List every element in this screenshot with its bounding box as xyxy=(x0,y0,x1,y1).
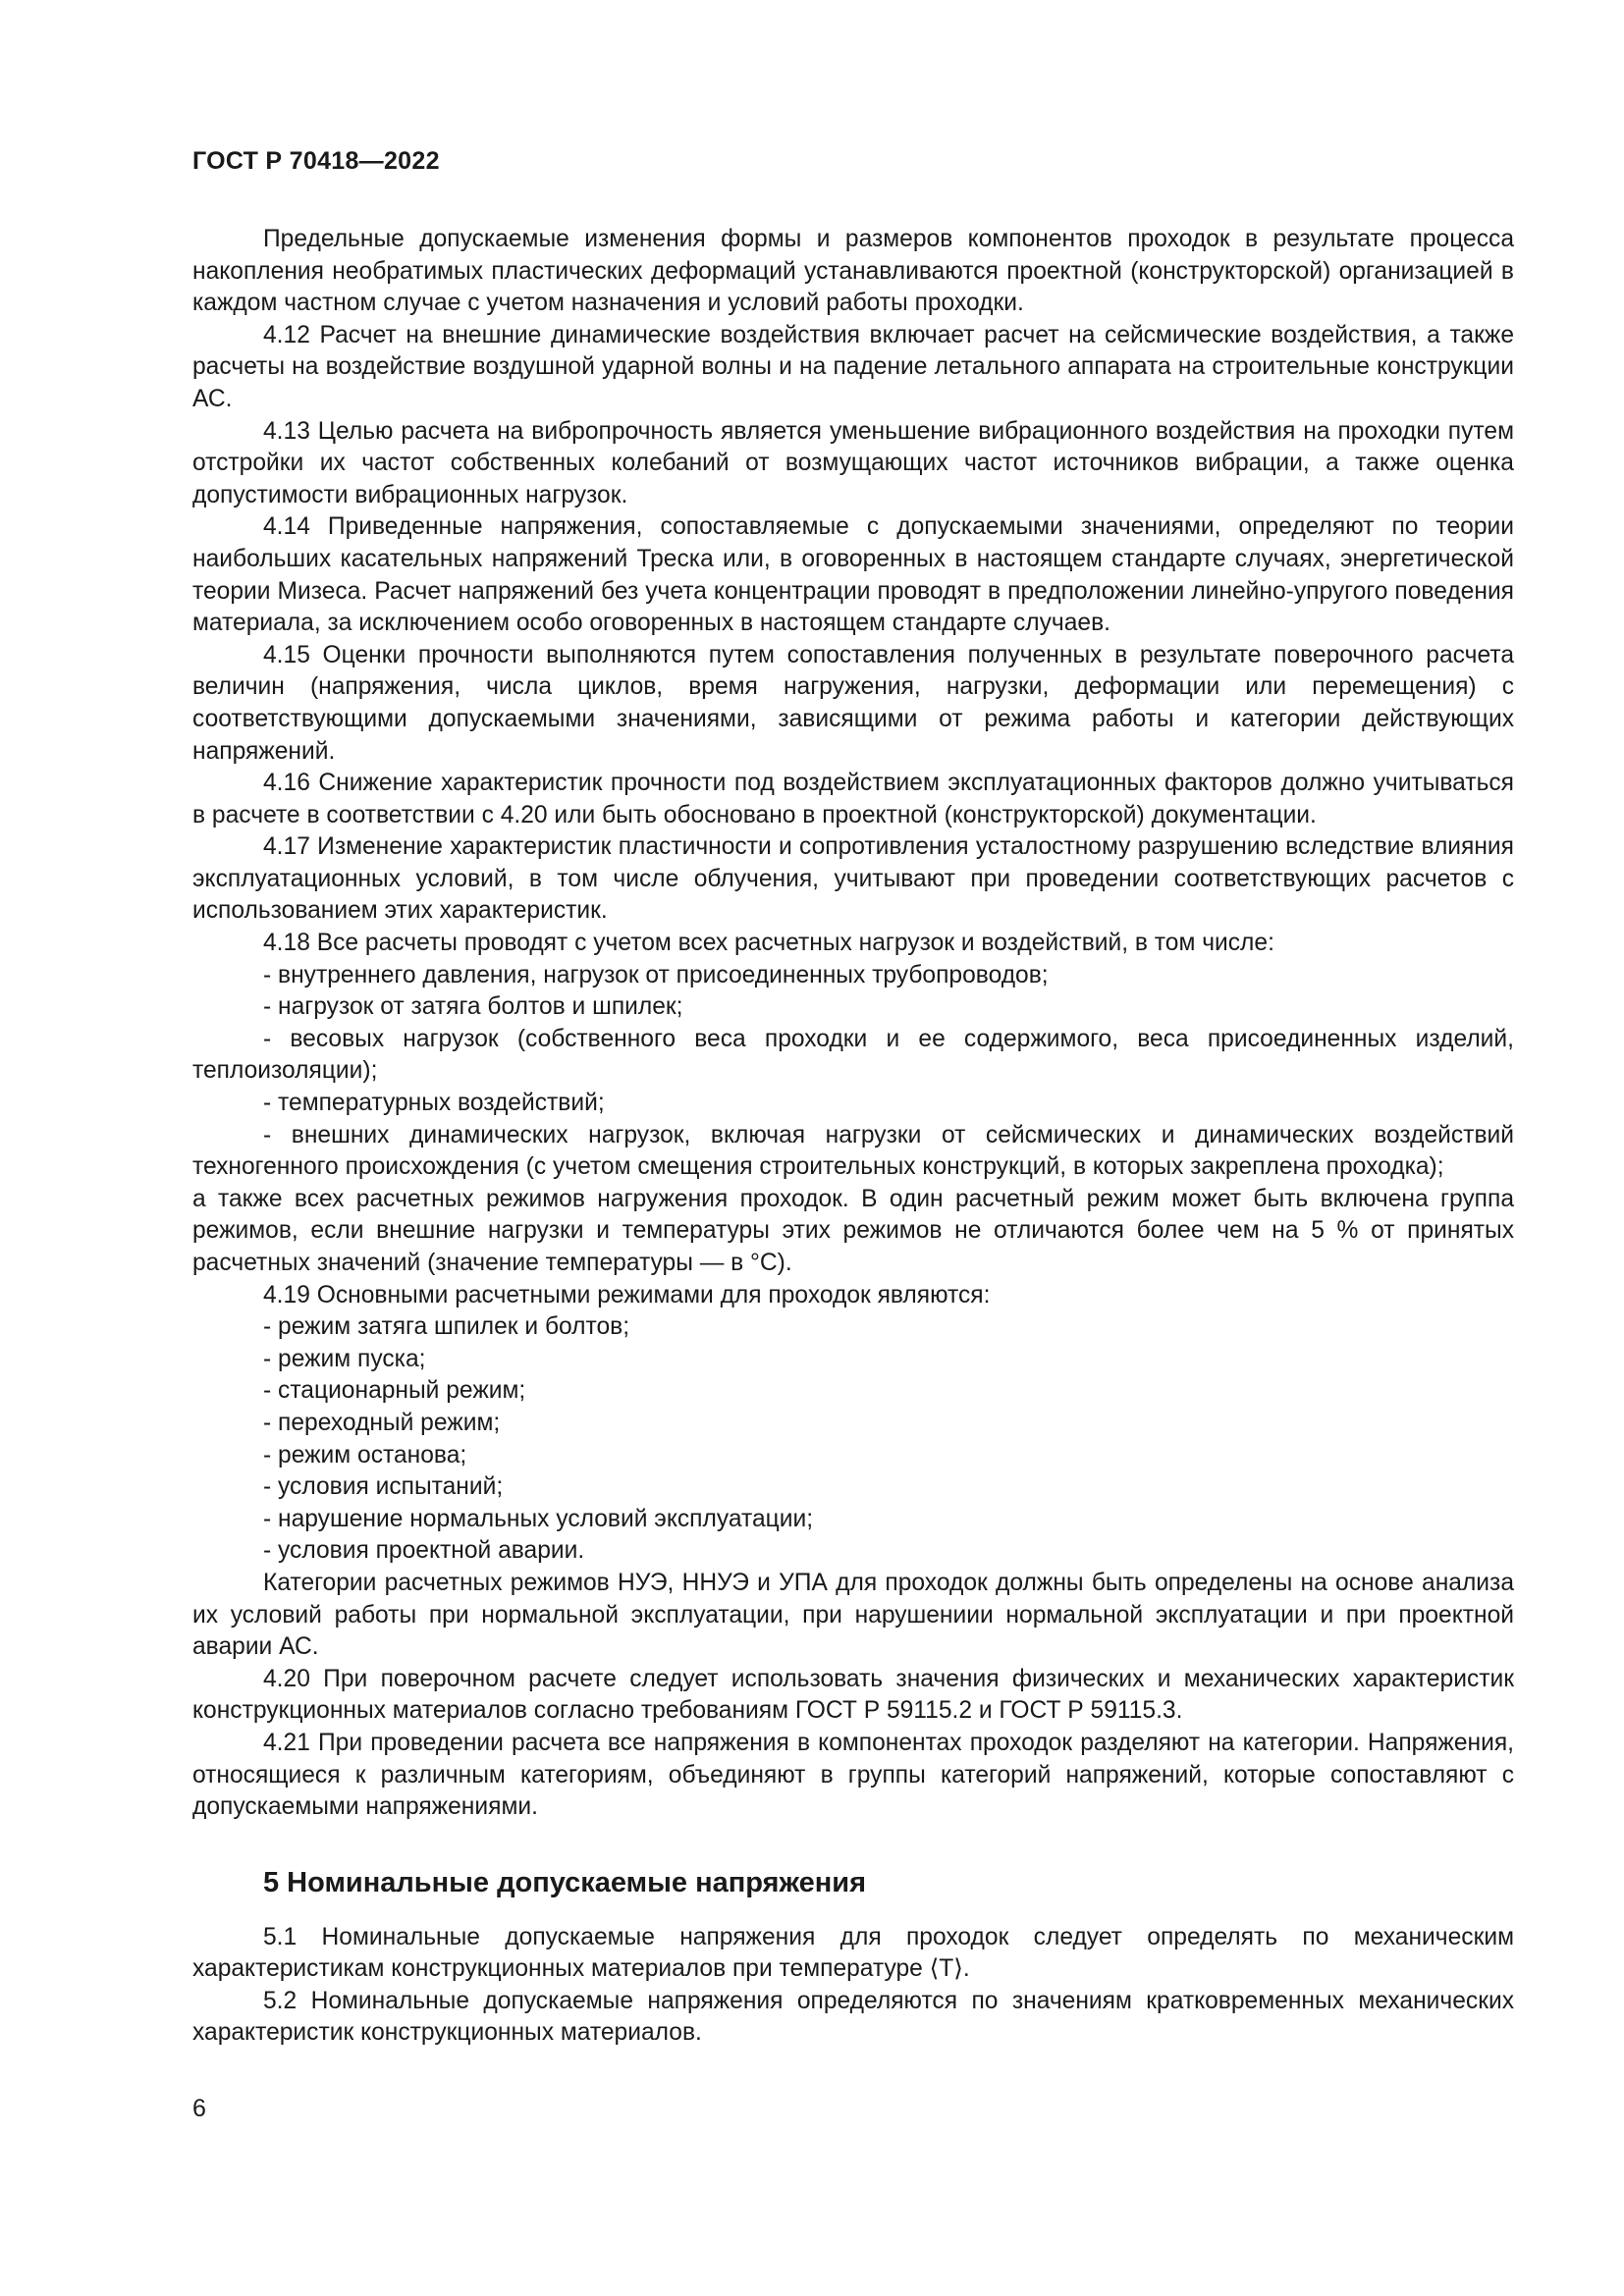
list-item: - условия проектной аварии. xyxy=(263,1537,585,1565)
paragraph-4-19: 4.19 Основными расчетными режимами для проходок являются: xyxy=(263,1281,991,1308)
list-item: - стационарный режим; xyxy=(263,1377,526,1405)
paragraph-4-20: 4.20 При поверочном расчете следует использовать значения физических и механических характеристик конструкционных материалов согласно требованиям ГОСТ Р 59115.2 и ГОСТ Р 59115.3. xyxy=(192,1665,1514,1725)
list-item: - внешних динамических нагрузок, включая нагрузки от сейсмических и динамических воздействий техногенного происхождения (с учетом смещения строительных конструкций, в которых закреплена проходка); xyxy=(192,1121,1514,1181)
paragraph-4-17: 4.17 Изменение характеристик пластичности и сопротивления усталостному разрушению вследствие влияния эксплуатационных условий, в том числе облучения, учитывают при проведении соответствующих расчетов с использованием этих характеристик. xyxy=(192,833,1514,925)
list-item: - условия испытаний; xyxy=(263,1473,504,1501)
list-item: - весовых нагрузок (собственного веса проходки и ее содержимого, веса присоединенных изделий, теплоизоляции); xyxy=(192,1025,1514,1085)
paragraph-4-15: 4.15 Оценки прочности выполняются путем сопоставления полученных в результате поверочного расчета величин (напряжения, числа циклов, время нагружения, нагрузки, деформации или перемещения) с соответствующими допускаемыми значениями, зависящими от режима работы и категории действующих напряжений. xyxy=(192,641,1514,765)
paragraph-4-14: 4.14 Приведенные напряжения, сопоставляемые с допускаемыми значениями, определяют по теории наибольших касательных напряжений Треска или, в оговоренных в настоящем стандарте случаях, энергетической теории Мизеса. Расчет напряжений без учета концентрации проводят в предположении линейно-упругого поведения материала, за исключением особо оговоренных в настоящем стандарте случаев. xyxy=(192,513,1514,637)
paragraph-4-12: 4.12 Расчет на внешние динамические воздействия включает расчет на сейсмические воздействия, а также расчеты на воздействие воздушной ударной волны и на падение летального аппарата на строительные конструкции АС. xyxy=(192,321,1514,412)
paragraph-4-16: 4.16 Снижение характеристик прочности под воздействием эксплуатационных факторов должно учитываться в расчете в соответствии с 4.20 или быть обосновано в проектной (конструкторской) документации. xyxy=(192,770,1514,828)
list-item: - внутреннего давления, нагрузок от присоединенных трубопроводов; xyxy=(263,961,1049,988)
paragraph-4-21: 4.21 При проведении расчета все напряжения в компонентах проходок разделяют на категории. Напряжения, относящиеся к различным категориям, объединяют в группы категорий напряжений, которые сопоставляют с допускаемыми напряжениями. xyxy=(192,1729,1514,1821)
list-item: - режим затяга шпилек и болтов; xyxy=(263,1313,630,1341)
paragraph-5-1: 5.1 Номинальные допускаемые напряжения для проходок следует определять по механическим характеристикам конструкционных материалов при температуре ⟨T⟩. xyxy=(192,1923,1514,1983)
list-item: - температурных воздействий; xyxy=(263,1090,605,1117)
paragraph-4-18-continuation: а также всех расчетных режимов нагружения проходок. В один расчетный режим может быть включена группа режимов, если внешние нагрузки и температуры этих режимов не отличаются более чем на 5 % от принятых расчетных значений (значение температуры — в °С). xyxy=(192,1185,1514,1276)
list-item: - переходный режим; xyxy=(263,1409,501,1436)
paragraph-4-18: 4.18 Все расчеты проводят с учетом всех расчетных нагрузок и воздействий, в том числе: xyxy=(263,930,1274,957)
page-number: 6 xyxy=(192,2095,206,2122)
paragraph-deformation-limits: Предельные допускаемые изменения формы и размеров компонентов проходок в результате процесса накопления необратимых пластических деформаций устанавливаются проектной (конструкторской) организацией в каждом частном случае с учетом назначения и условий работы проходки. xyxy=(192,226,1514,317)
list-item: - режим пуска; xyxy=(263,1345,426,1372)
list-item: - нарушение нормальных условий эксплуатации; xyxy=(263,1505,814,1532)
document-body xyxy=(192,224,1514,2050)
document-code-header: ГОСТ Р 70418—2022 xyxy=(192,147,440,175)
paragraph-mode-categories: Категории расчетных режимов НУЭ, ННУЭ и УПА для проходок должны быть определены на основе анализа их условий работы при нормальной эксплуатации, при нарушениии нормальной эксплуатации и при проектной аварии АС. xyxy=(192,1569,1514,1661)
list-item: - нагрузок от затяга болтов и шпилек; xyxy=(263,993,683,1021)
paragraph-4-13: 4.13 Целью расчета на вибропрочность является уменьшение вибрационного воздействия на проходки путем отстройки их частот собственных колебаний от возмущающих частот источников вибрации, а также оценка допустимости вибрационных нагрузок. xyxy=(192,417,1514,508)
section-5-heading: 5 Номинальные допускаемые напряжения xyxy=(263,1866,867,1898)
paragraph-5-2: 5.2 Номинальные допускаемые напряжения определяются по значениям кратковременных механических характеристик конструкционных материалов. xyxy=(192,1987,1514,2047)
list-item: - режим останова; xyxy=(263,1441,467,1468)
